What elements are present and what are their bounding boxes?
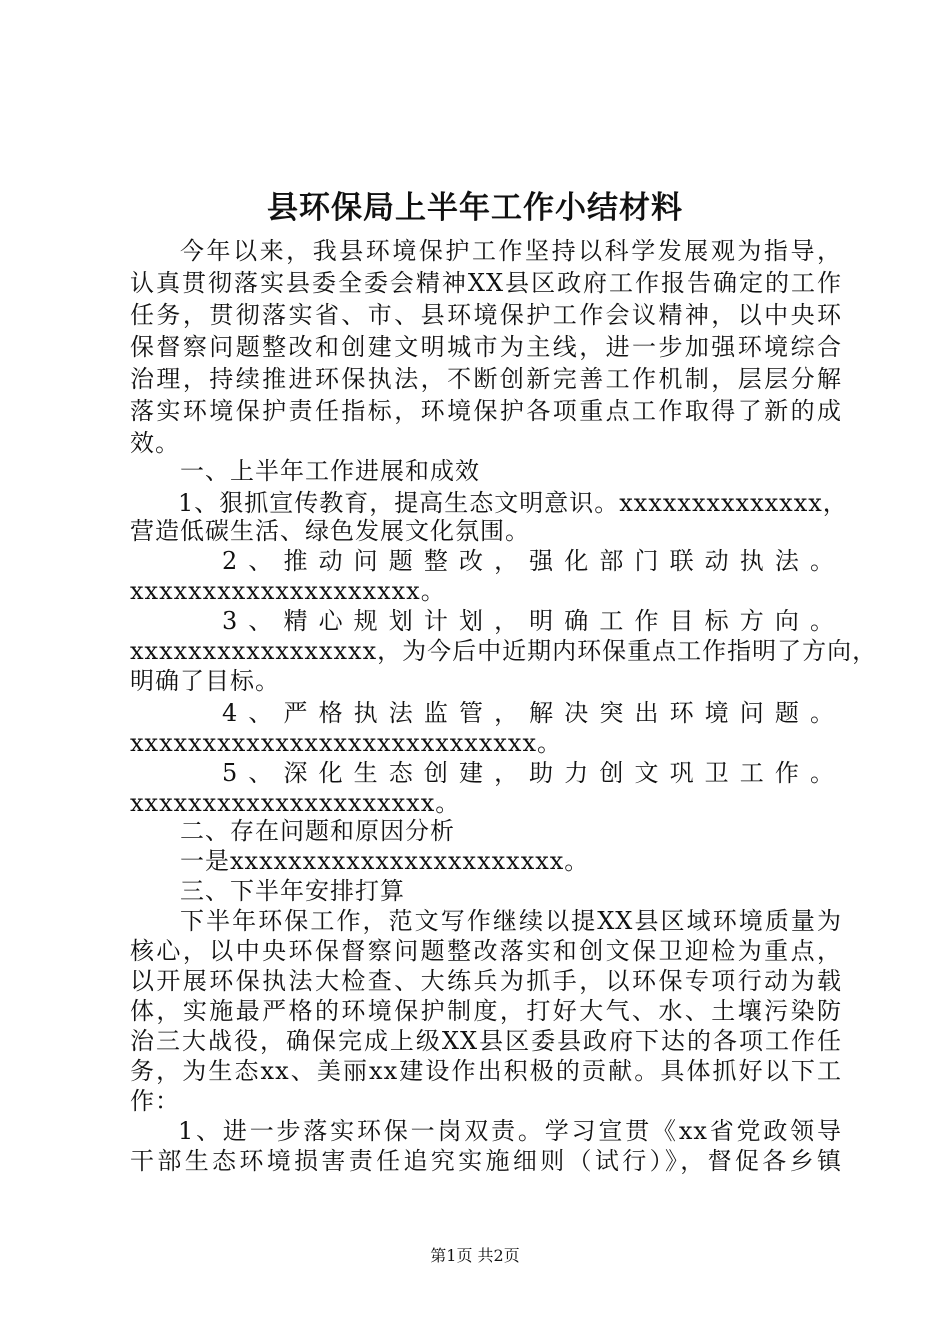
body-line: 明确了目标。 (130, 667, 280, 695)
body-line: 治三大战役，确保完成上级XX县区委县政府下达的各项工作任 (130, 1027, 842, 1055)
body-line: 作： (130, 1087, 180, 1115)
body-line: xxxxxxxxxxxxxxxxx，为今后中近期内环保重点工作指明了方向， (130, 637, 878, 665)
body-line: 今年以来，我县环境保护工作坚持以科学发展观为指导， (180, 237, 842, 265)
body-line: 干部生态环境损害责任追究实施细则（试行）》，督促各乡镇 (130, 1147, 842, 1175)
body-line: 5、深化生态创建，助力创文巩卫工作。 (222, 759, 842, 787)
body-line: xxxxxxxxxxxxxxxxxxxx。 (130, 577, 446, 605)
section-heading: 三、下半年安排打算 (180, 877, 405, 905)
body-line: 落实环境保护责任指标，环境保护各项重点工作取得了新的成 (130, 397, 842, 425)
document-title: 县环保局上半年工作小结材料 (267, 190, 683, 226)
body-line: 1、进一步落实环保一岗双责。学习宣贯《xx省党政领导 (178, 1117, 842, 1145)
body-line: 下半年环保工作，范文写作继续以提XX县区域环境质量为 (180, 907, 842, 935)
body-line: 一是xxxxxxxxxxxxxxxxxxxxxxx。 (180, 847, 590, 875)
body-line: 治理，持续推进环保执法，不断创新完善工作机制，层层分解 (130, 365, 842, 393)
body-line: 营造低碳生活、绿色发展文化氛围。 (130, 517, 530, 545)
body-line: 2、推动问题整改，强化部门联动执法。 (222, 547, 842, 575)
body-line: 保督察问题整改和创建文明城市为主线，进一步加强环境综合 (130, 333, 842, 361)
body-line: 4、严格执法监管，解决突出环境问题。 (222, 699, 842, 727)
body-line: xxxxxxxxxxxxxxxxxxxxxxxxxxxx。 (130, 729, 562, 757)
body-line: 核心，以中央环保督察问题整改落实和创文保卫迎检为重点， (130, 937, 842, 965)
body-line: 体，实施最严格的环境保护制度，打好大气、水、土壤污染防 (130, 997, 842, 1025)
body-line: 1、狠抓宣传教育，提高生态文明意识。xxxxxxxxxxxxxx， (178, 489, 848, 517)
body-line: 认真贯彻落实县委全委会精神XX县区政府工作报告确定的工作 (130, 269, 842, 297)
body-line: 任务，贯彻落实省、市、县环境保护工作会议精神，以中央环 (130, 301, 842, 329)
body-line: 效。 (130, 429, 180, 457)
section-heading: 二、存在问题和原因分析 (180, 817, 455, 845)
body-line: 以开展环保执法大检查、大练兵为抓手，以环保专项行动为载 (130, 967, 842, 995)
body-line: 3、精心规划计划，明确工作目标方向。 (222, 607, 842, 635)
body-line: xxxxxxxxxxxxxxxxxxxxx。 (130, 789, 461, 817)
section-heading: 一、上半年工作进展和成效 (180, 457, 480, 485)
body-line: 务，为生态xx、美丽xx建设作出积极的贡献。具体抓好以下工 (130, 1057, 842, 1085)
page-footer: 第1页 共2页 (430, 1246, 520, 1265)
